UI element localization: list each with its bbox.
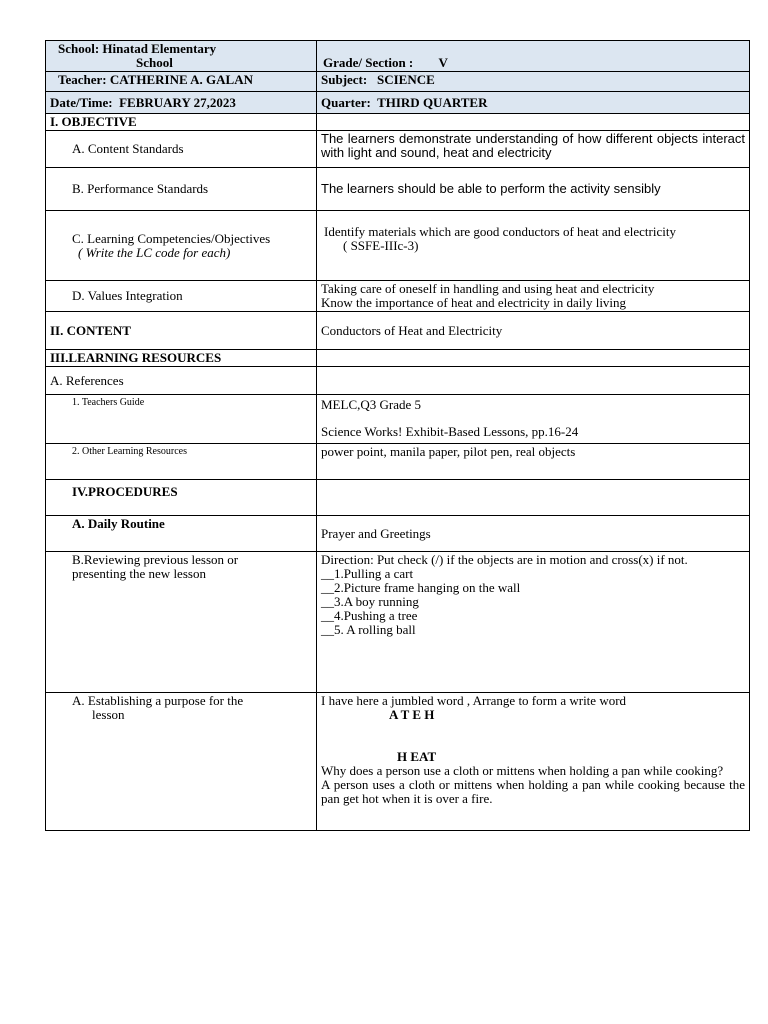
review-item: __4.Pushing a tree [321,608,418,623]
content-standards-label-cell [46,131,317,168]
procedures-heading: IV.PROCEDURES [72,484,178,499]
objective-heading: I. OBJECTIVE [46,114,317,131]
other-resources-label: 2. Other Learning Resources [72,446,187,457]
school-label-2: School [136,55,173,70]
competencies-text-cell [317,211,750,281]
other-resources-label-cell [46,444,317,480]
purpose-intro: I have here a jumbled word , Arrange to form a write word [321,693,627,708]
competencies-note: ( Write the LC code for each) [78,244,231,260]
review-content-cell [317,552,750,693]
content-heading: II. CONTENT [46,312,317,350]
teachers-guide-label-cell [46,395,317,444]
header-row-teacher [46,72,750,92]
review-item: __1.Pulling a cart [321,566,414,581]
header-row-date [46,92,750,114]
review-direction: Direction: Put check (/) if the objects are in motion and cross(x) if not. [321,552,688,567]
content-standards-row [46,131,750,168]
competencies-label: C. Learning Competencies/Objectives [72,230,271,246]
date-label: Date/Time: [50,94,113,110]
grade-label: Grade/ Section : [323,55,414,70]
header-row-school [46,41,750,72]
purpose-content-cell [317,693,750,831]
lesson-plan-table [45,40,750,831]
competencies-label-cell [46,211,317,281]
performance-standards-text: The learners should be able to perform the activity sensibly [317,168,750,211]
values-row [46,281,750,312]
date-value: FEBRUARY 27,2023 [119,94,236,110]
quarter-label: Quarter: [321,94,371,110]
review-item: __3.A boy running [321,594,419,609]
teachers-guide-line-1: MELC,Q3 Grade 5 [321,397,422,412]
subject-cell [317,72,750,92]
teachers-guide-line-2: Science Works! Exhibit-Based Lessons, pp.16-24 [321,424,579,439]
subject-value: SCIENCE [376,72,435,87]
procedures-heading-empty [317,480,750,516]
jumbled-word: A T E H [389,707,435,722]
values-text-cell [317,281,750,312]
teachers-guide-text-cell [317,395,750,444]
answer-word: H EAT [397,749,437,764]
procedures-heading-cell [46,480,317,516]
purpose-question: Why does a person use a cloth or mittens when holding a pan while cooking? [321,763,724,778]
daily-routine-text: Prayer and Greetings [317,516,750,552]
purpose-label-2: lesson [92,707,125,722]
daily-routine-label: A. Daily Routine [72,516,165,531]
teacher-label: Teacher: CATHERINE A. GALAN [58,72,254,87]
review-label-1: B.Reviewing previous lesson or [72,552,239,567]
performance-standards-label: B. Performance Standards [72,181,209,196]
values-label-cell [46,281,317,312]
other-resources-row [46,444,750,480]
quarter-cell [317,92,750,114]
school-cell [46,41,317,72]
procedures-heading-row [46,480,750,516]
competencies-code: ( SSFE-IIIc-3) [343,238,419,253]
date-cell [46,92,317,114]
resources-heading: III.LEARNING RESOURCES [46,350,317,367]
subject-label: Subject: [321,72,368,87]
school-label: School: Hinatad Elementary [58,41,217,56]
references-empty [317,367,750,395]
review-item: __5. A rolling ball [321,622,416,637]
performance-standards-row [46,168,750,211]
grade-value: V [438,55,448,70]
performance-standards-label-cell [46,168,317,211]
purpose-label-cell [46,693,317,831]
teachers-guide-label: 1. Teachers Guide [72,397,145,408]
review-label-cell [46,552,317,693]
references-row [46,367,750,395]
grade-cell [317,41,750,72]
values-label: D. Values Integration [72,288,183,303]
references-label: A. References [46,367,317,395]
teachers-guide-row [46,395,750,444]
purpose-explanation: A person uses a cloth or mittens when holding a pan while cooking because the pan get hot when it is over a fire. [321,777,745,806]
purpose-label-1: A. Establishing a purpose for the [72,693,244,708]
competencies-row [46,211,750,281]
quarter-value: THIRD QUARTER [377,94,488,110]
competencies-text: Identify materials which are good conductors of heat and electricity [324,224,676,239]
objective-heading-empty [317,114,750,131]
content-standards-text: The learners demonstrate understanding of how different objects interact with light and sound, heat and electricity [317,131,750,168]
other-resources-text: power point, manila paper, pilot pen, real objects [317,444,750,480]
content-standards-label: A. Content Standards [72,141,184,156]
content-text: Conductors of Heat and Electricity [317,312,750,350]
teacher-cell [46,72,317,92]
daily-routine-label-cell [46,516,317,552]
values-line-2: Know the importance of heat and electricity in daily living [321,295,627,310]
resources-heading-empty [317,350,750,367]
content-row [46,312,750,350]
review-label-2: presenting the new lesson [72,566,206,581]
purpose-row [46,693,750,831]
values-line-1: Taking care of oneself in handling and using heat and electricity [321,281,655,296]
objective-heading-row [46,114,750,131]
review-item: __2.Picture frame hanging on the wall [321,580,521,595]
daily-routine-row [46,516,750,552]
review-row [46,552,750,693]
resources-heading-row [46,350,750,367]
